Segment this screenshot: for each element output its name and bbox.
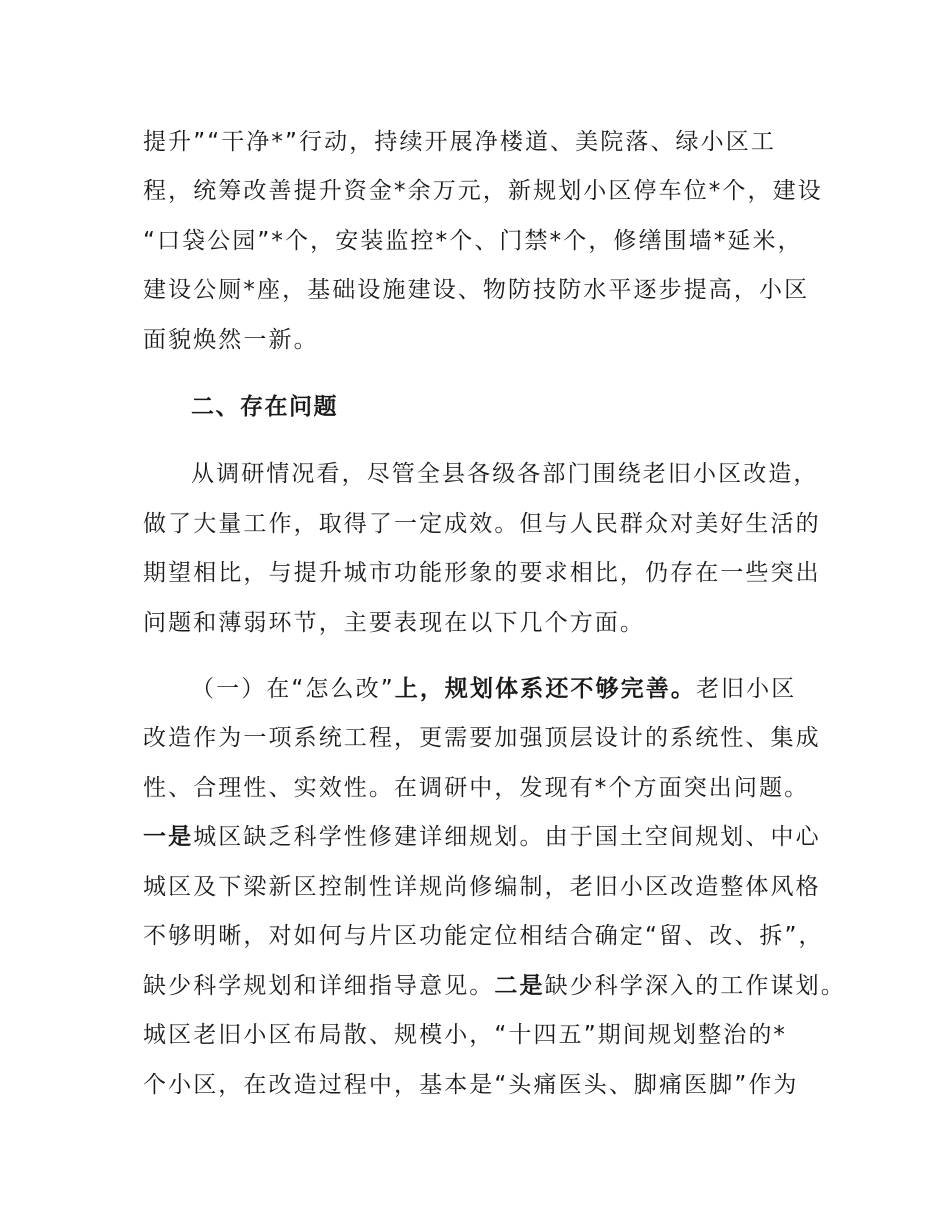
point-two-label: 二是 (494, 973, 545, 999)
planning-subheading-bold: 上，规划体系还不够完善。 (394, 676, 696, 702)
planning-line-1-prefix: （一）在“怎么改” (191, 676, 395, 702)
planning-line-9: 个小区，在改造过程中，基本是“头痛医头、脚痛医脚”作为 (143, 1072, 799, 1098)
point-one-label: 一是 (143, 824, 194, 850)
intro-line-4: 建设公厕*座，基础设施建设、物防技防水平逐步提高，小区 (143, 277, 810, 303)
planning-line-2: 改造作为一项系统工程，更需要加强顶层设计的系统性、集成 (143, 725, 821, 751)
planning-line-4-rest: 城区缺乏科学性修建详细规划。由于国土空间规划、中心 (193, 824, 821, 850)
planning-line-1 (191, 674, 796, 704)
intro-line-3: “口袋公园”*个，安装监控*个、门禁*个，修缮围墙*延米， (143, 228, 803, 254)
problems-line-1: 从调研情况看，尽管全县各级各部门围绕老旧小区改造， (191, 461, 819, 487)
planning-line-7-prefix: 缺少科学规划和详细指导意见。 (143, 973, 495, 999)
problems-line-2: 做了大量工作，取得了一定成效。但与人民群众对美好生活的 (143, 511, 821, 537)
planning-line-8: 城区老旧小区布局散、规模小，“十四五”期间规划整治的* (143, 1022, 788, 1048)
problems-line-4: 问题和薄弱环节，主要表现在以下几个方面。 (143, 610, 645, 636)
section-heading: 二、存在问题 (191, 394, 338, 420)
planning-line-5: 城区及下梁新区控制性详规尚修编制，老旧小区改造整体风格 (143, 874, 821, 900)
intro-line-1: 提升”“干净*”行动，持续开展净楼道、美院落、绿小区工 (143, 129, 776, 155)
planning-line-6: 不够明晰，对如何与片区功能定位相结合确定“留、改、拆”， (143, 923, 824, 949)
planning-line-7-rest: 缺少科学深入的工作谋划。 (544, 973, 846, 999)
planning-line-4 (143, 822, 821, 852)
planning-line-7 (143, 971, 846, 1001)
intro-line-2: 程，统筹改善提升资金*余万元，新规划小区停车位*个，建设 (143, 178, 823, 204)
planning-line-1-suffix: 老旧小区 (695, 676, 797, 702)
problems-line-3: 期望相比，与提升城市功能形象的要求相比，仍存在一些突出 (143, 560, 821, 586)
intro-line-5: 面貌焕然一新。 (143, 327, 319, 353)
planning-line-3: 性、合理性、实效性。在调研中，发现有*个方面突出问题。 (143, 775, 810, 801)
